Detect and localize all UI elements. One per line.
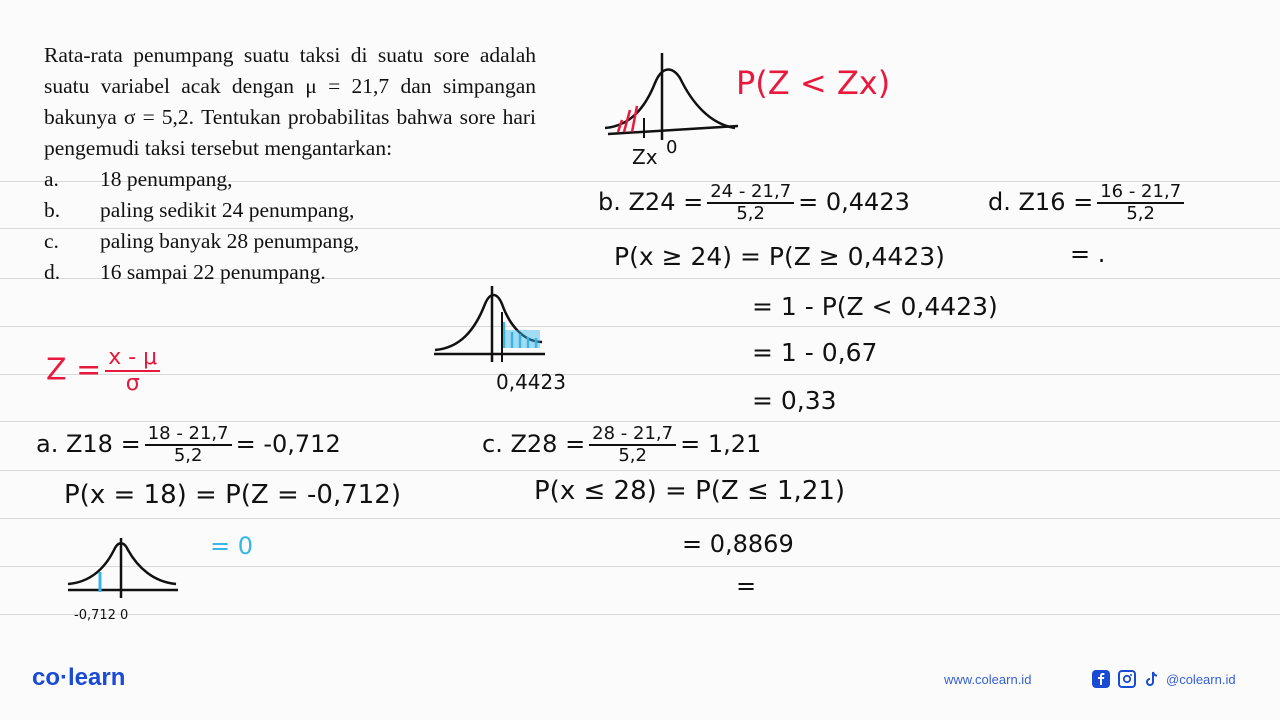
d-fraction: $\frac{16 - 21,7}{5,2}$ [1097, 182, 1184, 224]
option-d: d. 16 sampai 22 penumpang. [44, 260, 326, 284]
colearn-logo: co·learn [32, 664, 126, 691]
normal-curve-right-tail [430, 282, 550, 372]
option-a: a. 18 penumpang, [44, 167, 233, 191]
a-zscore-line: a. Z18 = $\frac{18 - 21,7}{5,2}$ = -0,712 [36, 423, 341, 466]
option-b: b. paling sedikit 24 penumpang, [44, 198, 355, 222]
ruled-line [0, 518, 1280, 519]
ruled-line [0, 470, 1280, 471]
d-zscore-line: d. Z16 = $\frac{16 - 21,7}{5,2}$ [988, 182, 1188, 224]
c-probability-line: P(x ≤ 28) = P(Z ≤ 1,21) [534, 476, 846, 506]
z-score-formula: Z = $\frac{x - \mu}{\sigma}$ [46, 346, 164, 396]
instagram-icon[interactable] [1118, 670, 1136, 688]
curve-label-zx: Zx [632, 145, 658, 169]
b-result-line: = 0,33 [752, 386, 837, 415]
z-formula-fraction: $\frac{x - \mu}{\sigma}$ [105, 346, 160, 396]
b-probability-line: P(x ≥ 24) = P(Z ≥ 0,4423) [614, 242, 945, 271]
normal-curve-point [64, 536, 184, 616]
tiktok-icon[interactable] [1144, 670, 1162, 688]
curve-label-zero: 0 [666, 137, 678, 158]
a-result-line: = 0 [210, 532, 254, 560]
c-result-line: = 0,8869 [682, 530, 794, 558]
b-subtraction-line: = 1 - 0,67 [752, 338, 878, 367]
ruled-line [0, 326, 1280, 327]
formula-p-z-less-zx: P(Z < Zx) [736, 64, 891, 102]
ruled-line [0, 374, 1280, 375]
ruled-line [0, 421, 1280, 422]
b-fraction: $\frac{24 - 21,7}{5,2}$ [707, 182, 794, 224]
a-fraction: $\frac{18 - 21,7}{5,2}$ [145, 424, 232, 466]
c-fraction: $\frac{28 - 21,7}{5,2}$ [589, 424, 676, 466]
c-continuation-line: = [736, 572, 757, 600]
b-complement-line: = 1 - P(Z < 0,4423) [752, 292, 998, 321]
facebook-icon[interactable] [1092, 670, 1110, 688]
problem-text: Rata-rata penumpang suatu taksi di suatu sore adalah suatu variabel acak dengan μ = 21,7 dan simpangan bakunya σ = 5,2. Tentukan probabilitas bahwa sore hari pengemudi taksi tersebut mengantarkan: [44, 43, 536, 160]
ruled-line [0, 614, 1280, 615]
b-curve-label: 0,4423 [496, 370, 566, 394]
footer-social-handle[interactable]: @colearn.id [1166, 672, 1236, 687]
a-curve-label: -0,712 0 [74, 608, 129, 623]
a-probability-line: P(x = 18) = P(Z = -0,712) [64, 480, 401, 510]
ruled-line [0, 566, 1280, 567]
option-c: c. paling banyak 28 penumpang, [44, 229, 360, 253]
problem-statement [44, 40, 536, 288]
footer-website[interactable]: www.colearn.id [944, 672, 1032, 687]
b-zscore-line: b. Z24 = $\frac{24 - 21,7}{5,2}$ = 0,4423 [598, 181, 910, 224]
d-continuation-line: = . [1070, 240, 1106, 268]
c-zscore-line: c. Z28 = $\frac{28 - 21,7}{5,2}$ = 1,21 [482, 423, 762, 466]
